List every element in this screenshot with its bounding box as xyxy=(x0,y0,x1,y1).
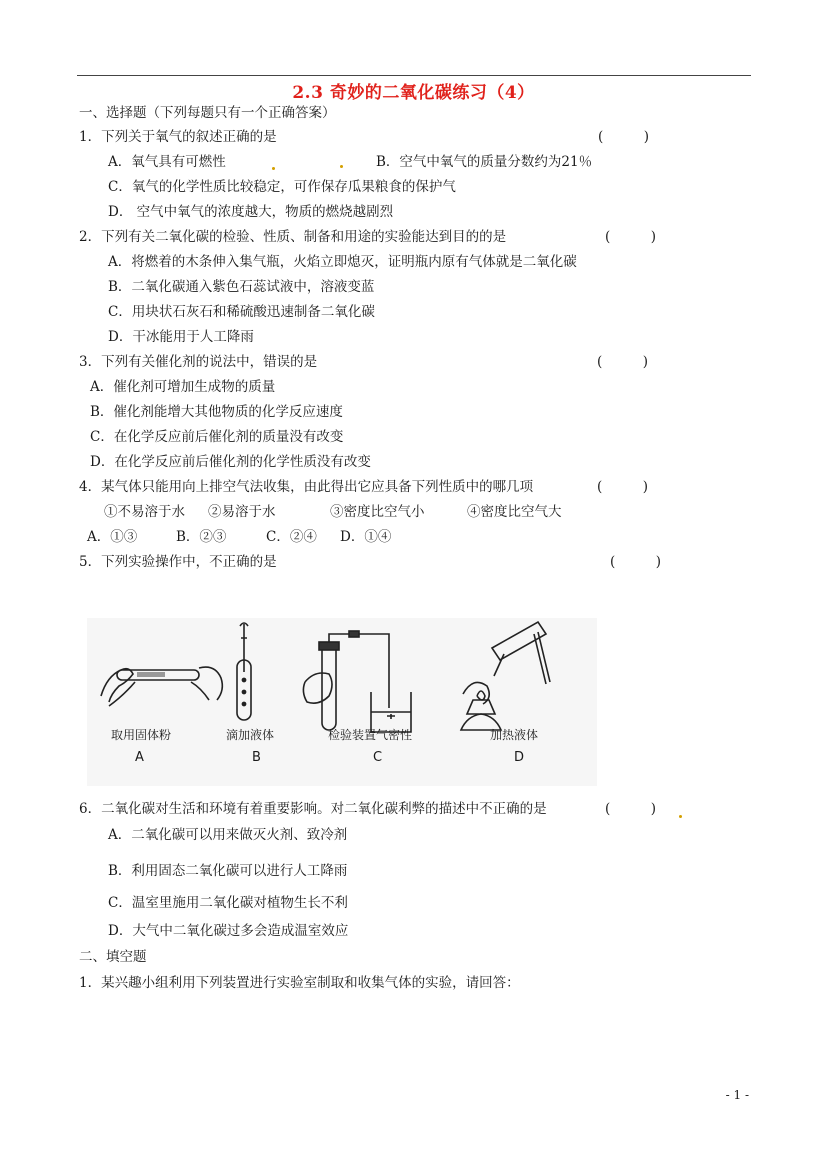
fill-question-1: 1．某兴趣小组利用下列装置进行实验室制取和收集气体的实验，请回答： xyxy=(79,975,520,991)
question-2-stem: 2．下列有关二氧化碳的检验、性质、制备和用途的实验能达到目的的是 xyxy=(79,229,507,245)
answer-blank-4: ( ) xyxy=(597,479,649,495)
section-heading-fill: 二、填空题 xyxy=(79,949,147,965)
q4-option-a: A．①③ xyxy=(87,529,138,545)
decorative-dot xyxy=(679,815,682,818)
q1-option-c: C．氧气的化学性质比较稳定，可作保存瓜果粮食的保护气 xyxy=(108,179,456,195)
q3-option-c: C．在化学反应前后催化剂的质量没有改变 xyxy=(90,429,344,445)
decorative-dot xyxy=(272,167,275,170)
q6-option-c: C．温室里施用二氧化碳对植物生长不利 xyxy=(108,895,348,911)
section-heading-choice: 一、选择题（下列每题只有一个正确答案） xyxy=(79,105,336,121)
page-number: - 1 - xyxy=(725,1088,749,1102)
q4-prop-1: ①不易溶于水 xyxy=(104,504,185,520)
q2-option-c: C．用块状石灰石和稀硫酸迅速制备二氧化碳 xyxy=(108,304,375,320)
decorative-dot xyxy=(340,165,343,168)
header-rule xyxy=(77,75,751,76)
figure-label-c: 检验装置气密性 xyxy=(328,728,413,742)
q3-option-b: B．催化剂能增大其他物质的化学反应速度 xyxy=(90,404,343,420)
test-tube-horizontal-illustration xyxy=(101,667,222,706)
question-5-stem: 5．下列实验操作中，不正确的是 xyxy=(79,554,277,570)
q2-option-a: A．将燃着的木条伸入集气瓶，火焰立即熄灭，证明瓶内原有气体就是二氧化碳 xyxy=(108,254,577,270)
answer-blank-6: ( ) xyxy=(605,801,657,817)
answer-blank-3: ( ) xyxy=(597,354,649,370)
heating-liquid-illustration xyxy=(461,622,550,730)
q4-prop-3: ③密度比空气小 xyxy=(330,504,425,520)
figure-letter-c: C xyxy=(373,750,383,765)
question-3-stem: 3．下列有关催化剂的说法中，错误的是 xyxy=(79,354,318,370)
q6-option-b: B．利用固态二氧化碳可以进行人工降雨 xyxy=(108,863,348,879)
q4-option-b: B．②③ xyxy=(176,529,227,545)
q2-option-b: B．二氧化碳通入紫色石蕊试液中，溶液变蓝 xyxy=(108,279,375,295)
answer-blank-2: ( ) xyxy=(605,229,657,245)
answer-blank-1: ( ) xyxy=(598,129,650,145)
figure-label-a: 取用固体粉 xyxy=(111,728,172,742)
q2-option-d: D．干冰能用于人工降雨 xyxy=(108,329,254,345)
question-6-stem: 6．二氧化碳对生活和环境有着重要影响。对二氧化碳利弊的描述中不正确的是 xyxy=(79,801,547,817)
figure-letter-b: B xyxy=(252,750,261,765)
question-1-stem: 1．下列关于氧气的叙述正确的是 xyxy=(79,129,277,145)
q4-prop-4: ④密度比空气大 xyxy=(467,504,562,520)
figure-letter-d: D xyxy=(514,750,525,765)
q4-prop-2: ②易溶于水 xyxy=(208,504,276,520)
q3-option-a: A．催化剂可增加生成物的质量 xyxy=(90,379,276,395)
figure-label-d: 加热液体 xyxy=(490,728,539,742)
q6-option-a: A．二氧化碳可以用来做灭火剂、致冷剂 xyxy=(108,827,348,843)
dropper-test-tube-illustration xyxy=(237,623,251,720)
q1-option-d: D． 空气中氧气的浓度越大，物质的燃烧越剧烈 xyxy=(108,204,394,220)
figure-letter-a: A xyxy=(135,750,144,765)
q1-option-b: B．空气中氧气的质量分数约为21％ xyxy=(376,154,593,170)
page-title: 2.3 奇妙的二氧化碳练习（4） xyxy=(292,83,535,103)
q3-option-d: D．在化学反应前后催化剂的化学性质没有改变 xyxy=(90,454,371,470)
q6-option-d: D．大气中二氧化碳过多会造成温室效应 xyxy=(108,923,349,939)
lab-operations-figure xyxy=(87,618,597,786)
figure-label-b: 滴加液体 xyxy=(226,728,275,742)
airtightness-check-illustration xyxy=(303,631,411,732)
q1-option-a: A．氧气具有可燃性 xyxy=(108,154,226,170)
question-4-stem: 4．某气体只能用向上排空气法收集，由此得出它应具备下列性质中的哪几项 xyxy=(79,479,534,495)
q4-option-d: D．①④ xyxy=(340,529,392,545)
q4-option-c: C．②④ xyxy=(266,529,317,545)
answer-blank-5: ( ) xyxy=(610,554,662,570)
